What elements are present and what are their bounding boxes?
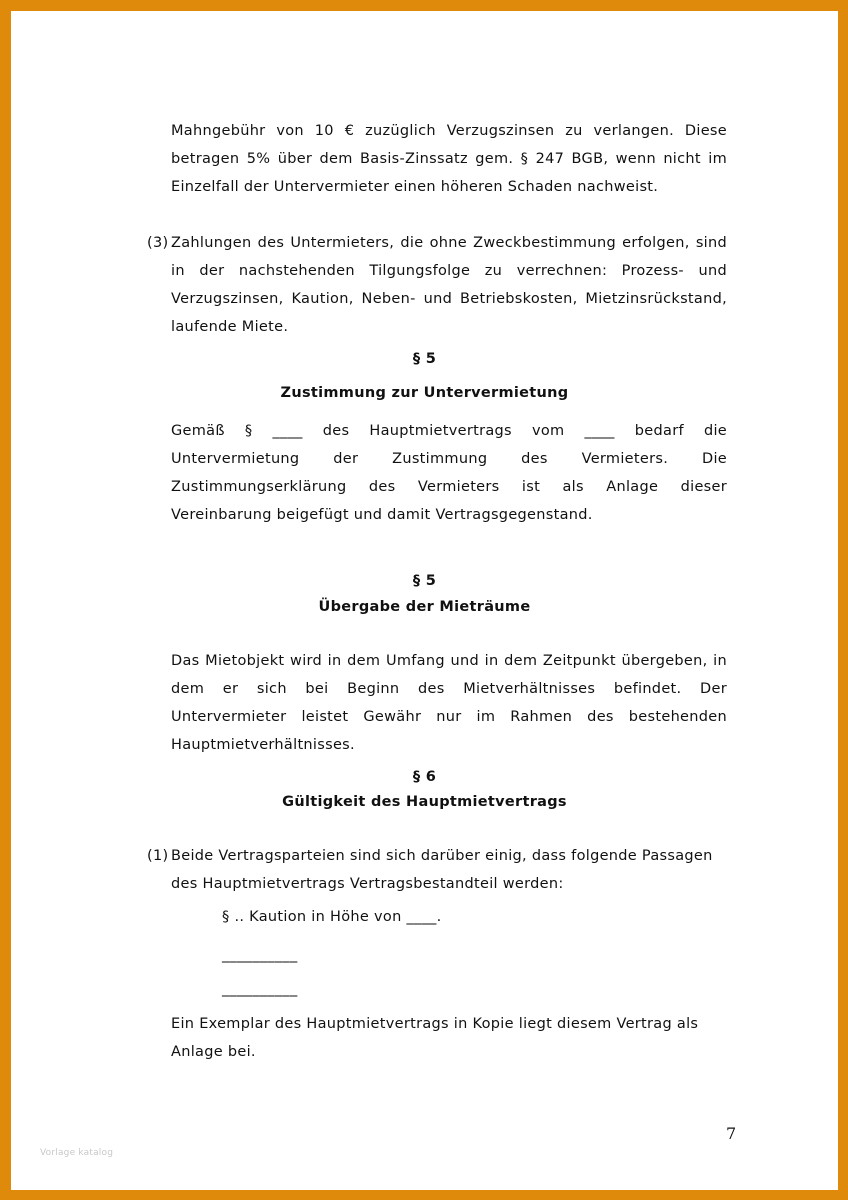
section-5b-heading: § 5 (412, 573, 437, 589)
paragraph-late-fee: Mahngebühr von 10 € zuzüglich Verzugszinsen zu verlangen. Diese betragen 5% über dem Basis-Zinssatz gem. § 247 BGB, wenn nicht im Einzelfall der Untervermieter einen höheren Schaden nachweist. (171, 123, 727, 195)
paragraph-consent: Gemäß § ____ des Hauptmietvertrags vom ____ bedarf die Untervermietung der Zustimmung des Vermieters. Die Zustimmungserklärung des Vermieters ist als Anlage dieser Vereinbarung beigefügt und damit Vertragsgegenstand. (171, 423, 727, 523)
document-page (11, 11, 838, 1190)
section-6-heading: § 6 (412, 769, 437, 785)
paragraph-handover: Das Mietobjekt wird in dem Umfang und in dem Zeitpunkt übergeben, in dem er sich bei Beginn des Mietverhältnisses befindet. Der Untervermieter leistet Gewähr nur im Rahmen des bestehenden Hauptmietverhältnisses. (171, 653, 727, 753)
section-5a-title: Zustimmung zur Untervermietung (280, 385, 569, 401)
page-number: 7 (726, 1124, 737, 1143)
validity-line-2: des Hauptmietvertrags Vertragsbestandteil werden: (171, 876, 564, 892)
watermark-text: Vorlage katalog (40, 1148, 114, 1158)
sub-item-deposit: § .. Kaution in Höhe von ____. (222, 909, 442, 925)
section-5a-heading: § 5 (412, 351, 437, 367)
sub-item-blank-1: __________ (222, 947, 298, 963)
validity-line-1: Beide Vertragsparteien sind sich darüber einig, dass folgende Passagen (171, 848, 713, 864)
section-6-title: Gültigkeit des Hauptmietvertrags (282, 794, 567, 810)
paragraph-payment-order: Zahlungen des Untermieters, die ohne Zweckbestimmung erfolgen, sind in der nachstehenden Tilgungsfolge zu verrechnen: Prozess- und Verzugszinsen, Kaution, Neben- und Betriebskosten, Mietzinsrückstand, laufende Miete. (171, 235, 727, 335)
paragraph-validity (171, 842, 727, 898)
list-marker-1: (1) (147, 848, 169, 864)
list-marker-3: (3) (147, 235, 169, 251)
section-5b-title: Übergabe der Mieträume (318, 599, 531, 615)
paragraph-closing: Ein Exemplar des Hauptmietvertrags in Kopie liegt diesem Vertrag als Anlage bei. (171, 1016, 699, 1060)
sub-item-blank-2: __________ (222, 981, 298, 997)
